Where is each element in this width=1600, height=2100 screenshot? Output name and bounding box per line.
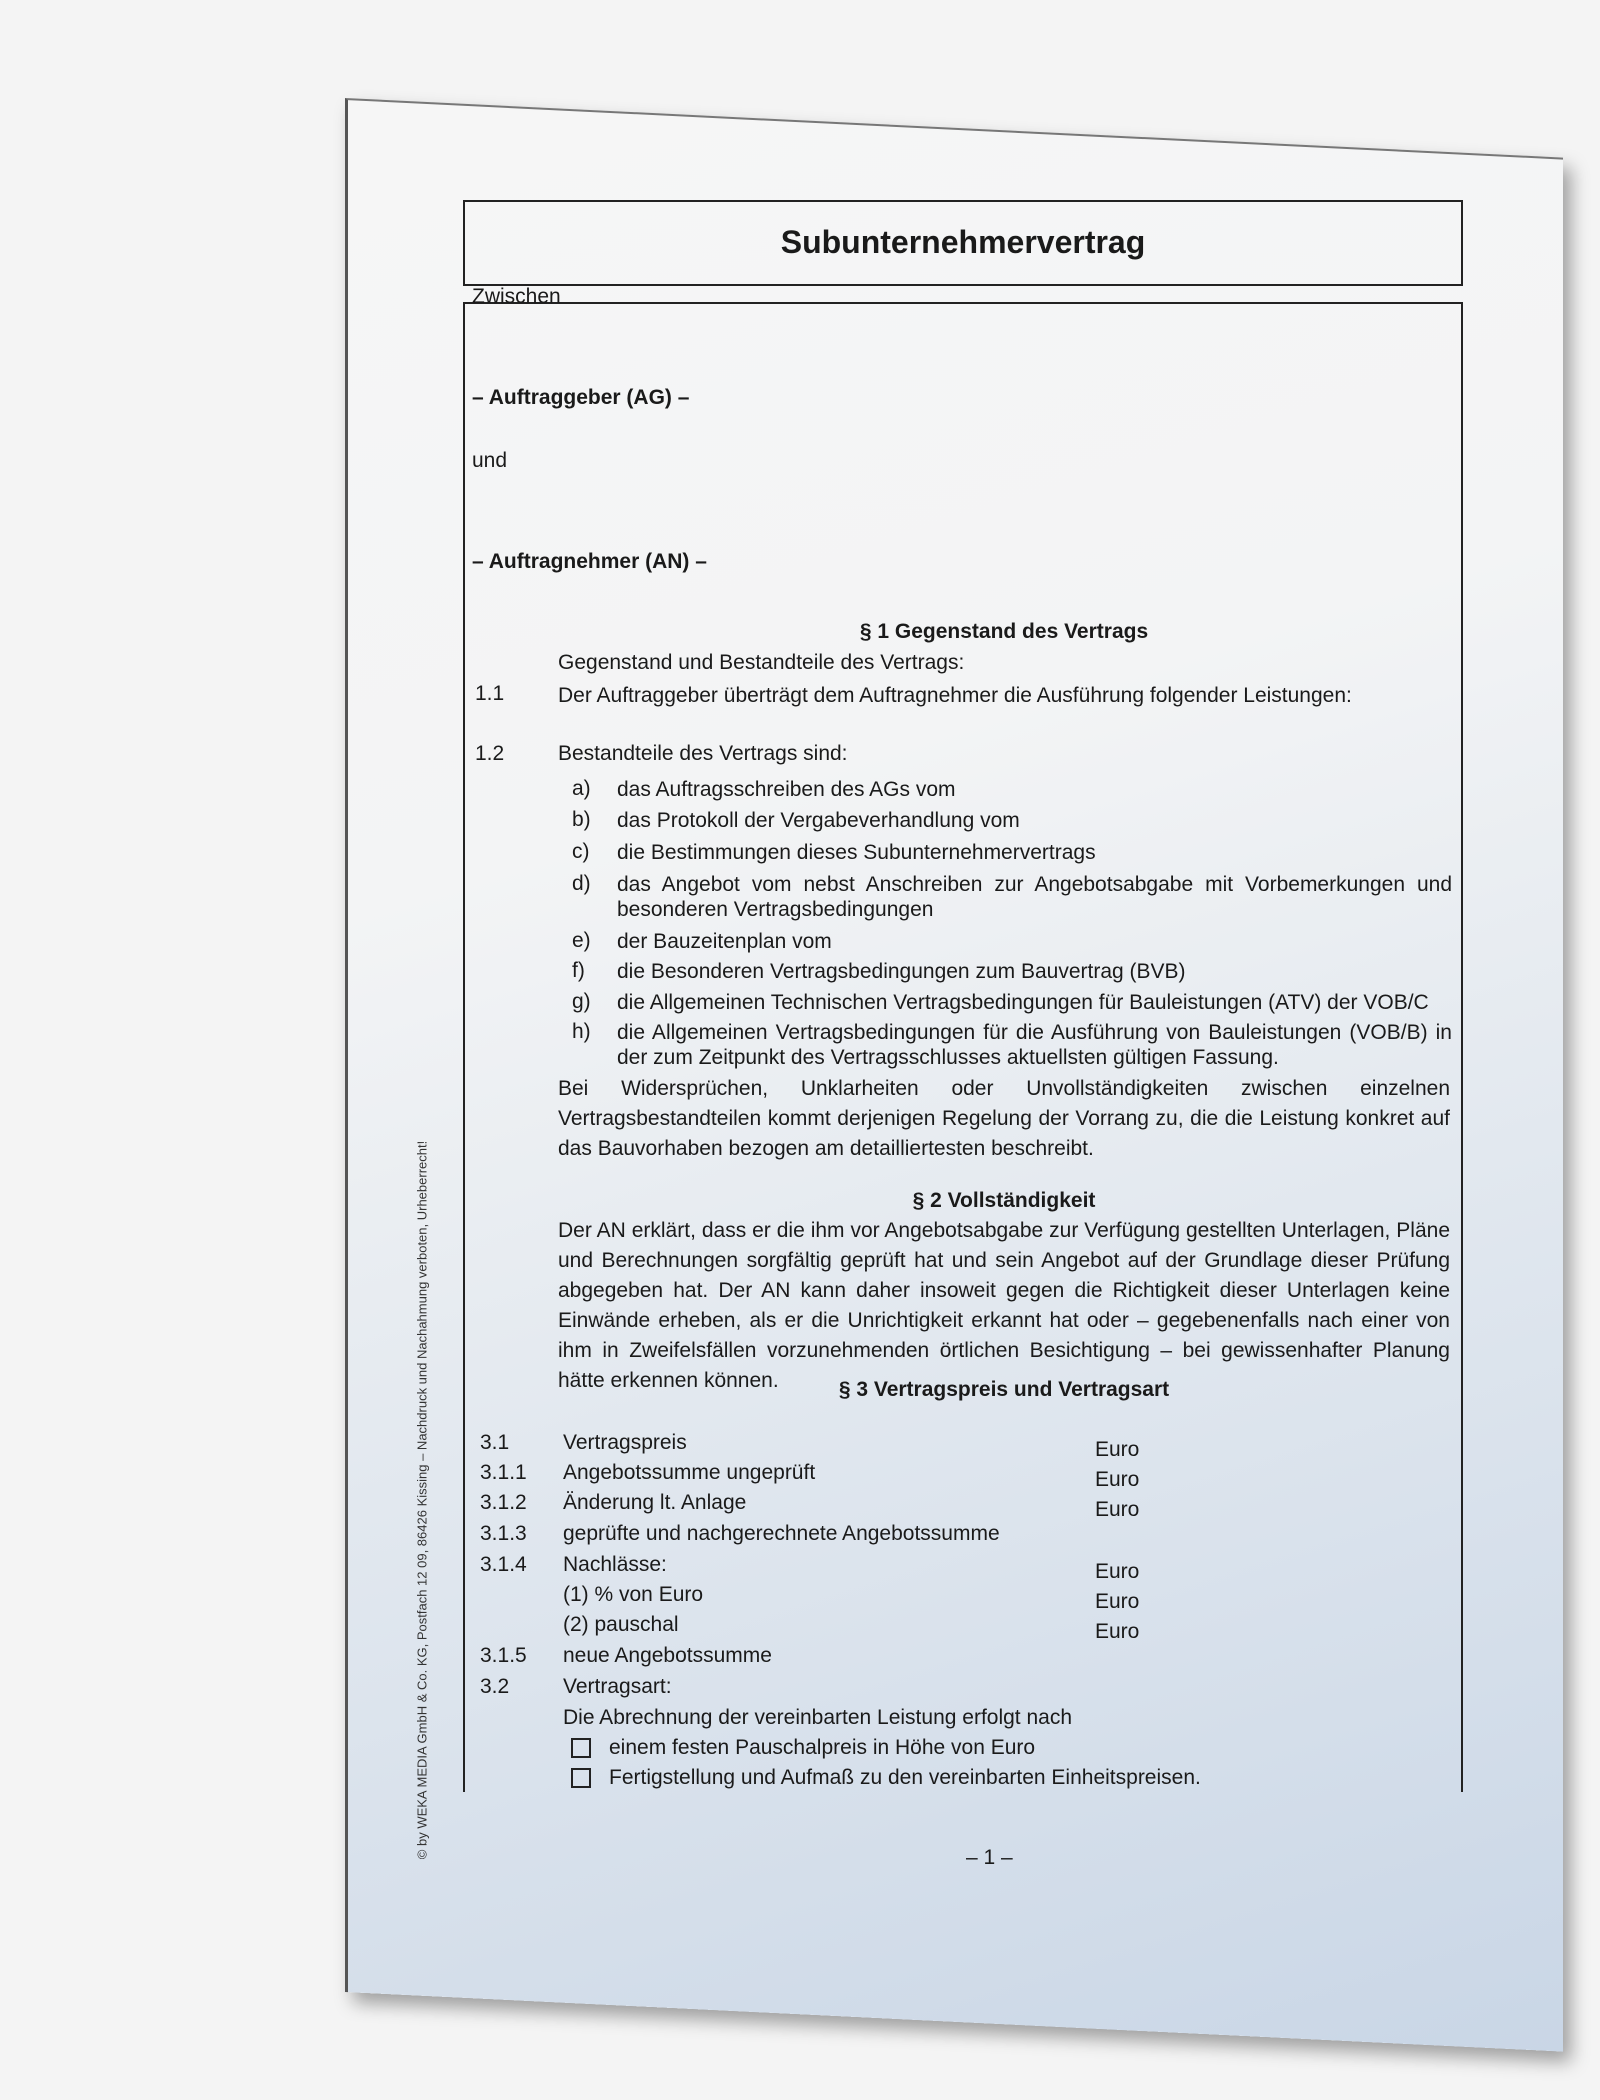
component-letter: e) <box>572 929 591 952</box>
client-label: – Auftraggeber (AG) – <box>472 386 690 409</box>
component-letter: f) <box>572 959 585 982</box>
option-checkbox[interactable] <box>571 1768 591 1788</box>
billing-intro: Die Abrechnung der vereinbarten Leistung erfolgt nach <box>563 1706 1073 1729</box>
price-row-number: 3.1.1 <box>480 1461 527 1484</box>
price-row-label: neue Angebotssumme <box>563 1644 772 1667</box>
price-row-label: (2) pauschal <box>563 1613 679 1636</box>
section1-intro: Gegenstand und Bestandteile des Vertrags: <box>558 651 965 674</box>
item-text: Bestandteile des Vertrags sind: <box>558 742 848 765</box>
price-row-label: (1) % von Euro <box>563 1583 704 1606</box>
item-text: Der Auftraggeber überträgt dem Auftragnehmer die Ausführung folgender Leistungen: <box>558 684 1352 707</box>
price-row-number: 3.1 <box>480 1431 510 1454</box>
section1-heading: § 1 Gegenstand des Vertrags <box>859 620 1149 643</box>
component-letter: a) <box>572 777 591 800</box>
price-row-unit: Euro <box>1095 1620 1140 1643</box>
price-row-number: 3.2 <box>480 1675 510 1698</box>
component-text: das Protokoll der Vergabeverhandlung vom <box>617 809 1020 832</box>
price-row-unit: Euro <box>1095 1438 1140 1461</box>
price-row-label: Angebotssumme ungeprüft <box>563 1461 816 1484</box>
component-letter: d) <box>572 872 591 895</box>
page-number: – 1 – <box>966 1846 1013 1869</box>
component-text: die Besonderen Vertragsbedingungen zum Bauvertrag (BVB) <box>617 960 1186 983</box>
price-row-number: 3.1.2 <box>480 1491 527 1514</box>
price-row-unit: Euro <box>1095 1498 1140 1521</box>
price-row-label: Vertragspreis <box>563 1431 687 1454</box>
between-label: Zwischen <box>472 285 561 308</box>
component-letter: g) <box>572 990 591 1013</box>
item-number: 1.1 <box>475 682 505 705</box>
component-text: der Bauzeitenplan vom <box>617 930 832 953</box>
price-row-unit: Euro <box>1095 1560 1140 1583</box>
component-letter: h) <box>572 1020 591 1043</box>
component-text: die Bestimmungen dieses Subunternehmervertrags <box>617 841 1096 864</box>
option-label: Fertigstellung und Aufmaß zu den vereinbarten Einheitspreisen. <box>609 1766 1201 1789</box>
document-title: Subunternehmervertrag <box>780 224 1146 260</box>
section2-heading: § 2 Vollständigkeit <box>912 1189 1096 1212</box>
section3-heading: § 3 Vertragspreis und Vertragsart <box>838 1378 1170 1401</box>
price-row-number: 3.1.4 <box>480 1553 527 1576</box>
copyright-notice: © by WEKA MEDIA GmbH & Co. KG, Postfach 12 09, 86426 Kissing – Nachdruck und Nachahmung verboten, Urheberrecht! <box>414 1140 430 1860</box>
price-row-label: Änderung lt. Anlage <box>563 1491 747 1514</box>
price-row-label: Nachlässe: <box>563 1553 667 1576</box>
price-row-number: 3.1.3 <box>480 1522 527 1545</box>
component-text: das Angebot vom nebst Anschreiben zur Angebotsabgabe mit Vorbemerkungen und besonderen Vertragsbedingungen <box>617 873 1452 921</box>
section2-paragraph: Der AN erklärt, dass er die ihm vor Angebotsabgabe zur Verfügung gestellten Unterlagen, Pläne und Berechnungen sorgfältig geprüft hat und sein Angebot auf der Grundlage dieser Prüfung abgegeben hat. Der AN kann daher insoweit gegen die Richtigkeit dieser Unterlagen keine Einwände erheben, als er die Unrichtigkeit erkannt hat oder – gegebenenfalls nach einer von ihm in Zweifelsfällen vorzunehmenden örtlichen Besichtigung – bei gewissenhafter Planung hätte erkennen können. <box>558 1219 1450 1392</box>
component-text: die Allgemeinen Vertragsbedingungen für die Ausführung von Bauleistungen (VOB/B) in der zum Zeitpunkt des Vertragsschlusses aktuellsten gültigen Fassung. <box>617 1021 1452 1069</box>
option-label: einem festen Pauschalpreis in Höhe von Euro <box>609 1736 1036 1759</box>
component-letter: c) <box>572 840 590 863</box>
option-checkbox[interactable] <box>571 1738 591 1758</box>
precedence-paragraph: Bei Widersprüchen, Unklarheiten oder Unvollständigkeiten zwischen einzelnen Vertragsbestandteilen kommt derjenigen Regelung der Vorrang zu, die die Leistung konkret auf das Bauvorhaben bezogen am detailliertesten beschreibt. <box>558 1077 1450 1160</box>
price-row-label: geprüfte und nachgerechnete Angebotssumme <box>563 1522 1000 1545</box>
price-row-number: 3.1.5 <box>480 1644 527 1667</box>
item-number: 1.2 <box>475 742 505 765</box>
title-box <box>463 200 1463 286</box>
price-row-unit: Euro <box>1095 1590 1140 1613</box>
component-text: die Allgemeinen Technischen Vertragsbedingungen für Bauleistungen (ATV) der VOB/C <box>617 991 1429 1014</box>
and-label: und <box>472 449 508 472</box>
contractor-label: – Auftragnehmer (AN) – <box>472 550 707 573</box>
component-letter: b) <box>572 808 591 831</box>
price-row-label: Vertragsart: <box>563 1675 672 1698</box>
price-row-unit: Euro <box>1095 1468 1140 1491</box>
component-text: das Auftragsschreiben des AGs vom <box>617 778 956 801</box>
